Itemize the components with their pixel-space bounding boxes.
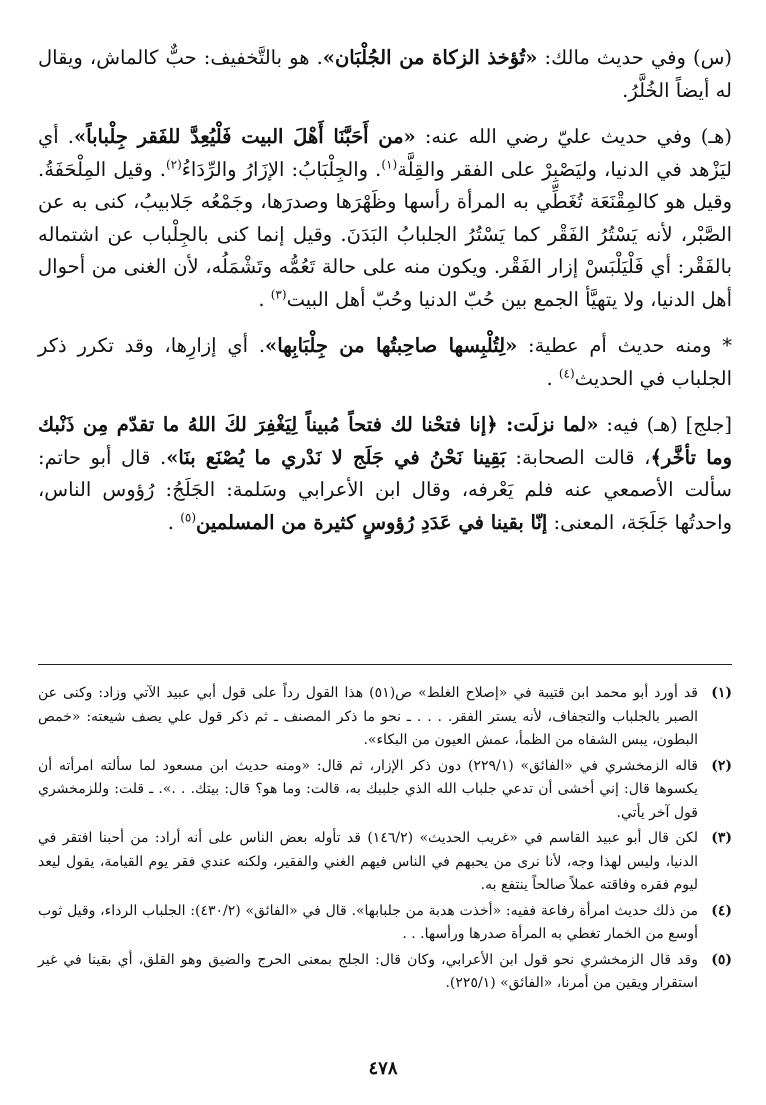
footnote-3 xyxy=(38,827,732,898)
footnote-1 xyxy=(38,682,732,753)
paragraph-4 xyxy=(38,409,732,539)
paragraph-text: . xyxy=(546,366,559,390)
footnote-text: قاله الزمخشري في «الفائق» (٢٢٩/١) دون ذكر الإزار، ثم قال: «ومنه حديث ابن مسعود لما سألته امرأته أن يكسوها قال: إني أخشى أن تدعي جلباب الله الذي جلببك به، قالت: وما هو؟ قال: بيتك. . .». ـ قلت: وللزمخشري قول آخر يأتي. xyxy=(38,757,698,821)
paragraph-text: . xyxy=(167,510,181,534)
footnote-number: (١) xyxy=(711,685,732,701)
footnote-divider xyxy=(38,664,732,665)
paragraph-text: * ومنه حديث أم عطية: xyxy=(517,334,733,357)
paragraph-text: . هو بالتَّخفيف: حبٌّ كالماش، ويقال له أيضاً الخُلَّرُ. xyxy=(38,46,732,102)
paragraph-3 xyxy=(38,330,732,395)
footnote-4 xyxy=(38,900,732,947)
paragraph-text: . أي إزارِها، وقد تكرر ذكر الجلباب في الحديث xyxy=(38,334,732,390)
footnote-text: وقد قال الزمخشري نحو قول ابن الأعرابي، وكان قال: الجلج بمعنى الحرج والضيق وهو القلق، أي بقينا في غير استقرار ويقين من أمرنا، «الفائق» (٢٢٥/١). xyxy=(38,951,698,991)
paragraph-2 xyxy=(38,121,732,316)
paragraph-text: [جلج] (هـ) فيه: xyxy=(598,413,732,436)
footnote-number: (٣) xyxy=(711,830,732,846)
hadith-quote: «من أَحَبَّنَا أَهْلَ البيت فَلْيُعِدَّ للفَقر جِلْباباً» xyxy=(74,125,416,148)
main-text xyxy=(38,42,732,553)
paragraph-1 xyxy=(38,42,732,107)
footnote-ref[interactable]: (٣) xyxy=(270,287,287,301)
hadith-quote: بَقِينا نَحْنُ في جَلَج لا نَدْري ما يُصْنَع بنَا» xyxy=(166,445,506,469)
footnote-number: (٢) xyxy=(711,757,732,774)
paragraph-text: (س) وفي حديث مالك: xyxy=(537,46,732,69)
paragraph-text: . والجِلْبَابُ: الإزَارُ والرِّدَاءُ xyxy=(181,157,382,181)
hadith-quote: «لِتُلْبِسها صاحِبتُها من جِلْبَابِها» xyxy=(265,334,518,357)
footnote-number: (٤) xyxy=(711,902,732,919)
footnotes xyxy=(38,682,732,998)
footnote-ref[interactable]: (١) xyxy=(381,157,398,171)
paragraph-text: (هـ) وفي حديث عليّ رضي الله عنه: xyxy=(415,125,733,148)
paragraph-text: . xyxy=(258,287,271,311)
footnote-ref[interactable]: (٥) xyxy=(180,510,197,524)
paragraph-text: . وقيل المِلْحَفَةُ. وقيل هو كالمِقْنَعَة تُغَطِّي به المرأة رأسها وظَهْرَها وصدرَها، وجَمْعُه جَلابيبُ، كنى به عن الصَّبْر، لأنه يَسْتُرُ الفَقْر كما يَسْتُرُ الجلبابُ البَدَنَ. وقيل إنما كنى بالجِلْباب عن اشتماله بالفَقْر: أي فَلْيَلْبَسْ إزار الفَقْر. ويكون منه على حالة تَعُمُّه وتَشْمَلُه، لأن الغنى من أحوال أهل الدنيا، ولا يتهيَّأ الجمع بين حُبّ الدنيا وحُبّ أهل البيت xyxy=(38,157,732,311)
hadith-quote: إنّا بقينا في عَدَدِ رُؤوسٍ كثيرة من المسلمين xyxy=(196,510,548,534)
footnote-ref[interactable]: (٢) xyxy=(165,157,182,171)
footnote-2 xyxy=(38,755,732,826)
footnote-number: (٥) xyxy=(711,951,732,968)
page-number: ٤٧٨ xyxy=(368,1058,398,1079)
footnote-ref[interactable]: (٤) xyxy=(558,366,575,380)
paragraph-text: . قال أبو حاتم: سألت الأصمعي عنه فلم يَعْرفه، وقال ابن الأعرابي وسَلمة: الجَلَجُ: رُؤوس الناس، واحدتُها جَلَجَة، المعنى: xyxy=(38,445,732,534)
main-body xyxy=(38,42,732,539)
footnote-5 xyxy=(38,949,732,996)
footnote-text: قد أورد أبو محمد ابن قتيبة في «إصلاح الغلط» ص(٥١) هذا القول رداً على قول أبي عبيد الآتي وزاد: وكنى عن الصبر بالجلباب والتجفاف، لأنه يستر الفقر. . . . ـ نحو ما ذكر المصنف ـ ثم ذكر قول علي يصف شيعته: «خمص البطون، يبس الشفاه من الظمأ، عمش العيون من البكاء». xyxy=(38,685,698,748)
footnote-text: من ذلك حديث امرأة رفاعة ففيه: «أخذت هدبة من جلبابها». قال في «الفائق» (٤٣٠/٢): الجلباب الرداء، وقيل ثوب أوسع من الخمار تغطي به المرأة صدرها ورأسها. . . xyxy=(38,902,698,942)
footnote-text: لكن قال أبو عبيد القاسم في «غريب الحديث» (١٤٦/٢) قد تأوله بعض الناس على أنه أراد: من أحبنا افتقر في الدنيا، وليس لهذا وجه، لأنا نرى من يحبهم في الناس فيهم الغني والفقير، ولكنه عندي فقر يوم القيامة، يقول ليعد ليوم فقره وفاقته عملاً صالحاً ينتفع به. xyxy=(38,830,698,893)
paragraph-text: ، قالت الصحابة: xyxy=(505,445,651,469)
paragraph-text: . أي ليَزْهد في الدنيا، وليَصْبِرْ على الفقر والقِلَّة xyxy=(38,125,732,181)
hadith-quote: «تُؤخذ الزكاة من الجُلْبَان» xyxy=(322,46,538,69)
hadith-quote: «لما نزلَت: ﴿إنا فتحْنا لك فتحاً مُبيناً لِيَغْفِرَ لكَ اللهُ ما تقدّم مِن ذَنْبك وما تأخَّر﴾ xyxy=(38,413,732,469)
